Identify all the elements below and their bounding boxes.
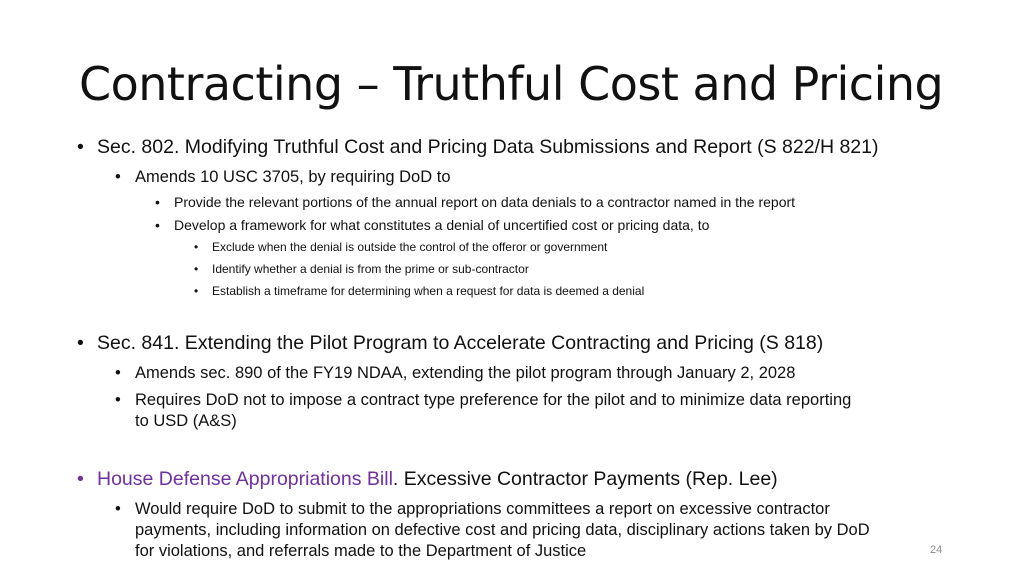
bullet-sec802-exclude [194, 240, 608, 255]
house-bill-name: House Defense Appropriations Bill [97, 468, 393, 490]
house-would-line3: for violations, and referrals made to the Department of Justice [135, 542, 587, 560]
bullet-sec802 [77, 136, 879, 159]
bullet-dot: • [155, 217, 160, 233]
bullet-sec802-amends [115, 167, 451, 188]
sec802-exclude-text: Exclude when the denial is outside the control of the offeror or government [212, 240, 608, 254]
house-would-line2: payments, including information on defective cost and pricing data, disciplinary actions taken by DoD [135, 521, 870, 539]
slide-title: Contracting – Truthful Cost and Pricing [79, 57, 944, 111]
bullet-sec841 [77, 332, 824, 355]
sec841-requires-line2: to USD (A&S) [135, 412, 237, 430]
bullet-house-bill [77, 468, 778, 491]
bullet-dot: • [194, 284, 199, 298]
page-number: 24 [930, 544, 943, 556]
sec802-identify-text: Identify whether a denial is from the prime or sub-contractor [212, 262, 529, 276]
sec841-heading: Sec. 841. Extending the Pilot Program to Accelerate Contracting and Pricing (S 818) [97, 332, 824, 354]
bullet-dot: • [115, 364, 121, 382]
bullet-dot: • [77, 136, 84, 158]
house-would-line1: Would require DoD to submit to the appropriations committees a report on excessive contractor [135, 500, 830, 518]
bullet-dot: • [194, 262, 199, 276]
bullet-house-would [115, 499, 870, 562]
sec802-establish-text: Establish a timeframe for determining when a request for data is deemed a denial [212, 284, 645, 298]
bullet-dot: • [115, 168, 121, 186]
sec802-provide-text: Provide the relevant portions of the annual report on data denials to a contractor named in the report [174, 194, 796, 210]
sec802-develop-text: Develop a framework for what constitutes a denial of uncertified cost or pricing data, to [174, 217, 710, 233]
bullet-dot: • [194, 240, 199, 254]
bullet-dot: • [77, 332, 84, 354]
bullet-sec802-identify [194, 262, 529, 277]
bullet-sec841-amends [115, 363, 796, 384]
sec841-amends-text: Amends sec. 890 of the FY19 NDAA, extending the pilot program through January 2, 2028 [135, 364, 796, 382]
bullet-dot: • [77, 468, 84, 490]
sec802-heading: Sec. 802. Modifying Truthful Cost and Pricing Data Submissions and Report (S 822/H 821) [97, 136, 879, 158]
sec802-amends-text: Amends 10 USC 3705, by requiring DoD to [135, 168, 451, 186]
bullet-dot: • [115, 500, 121, 518]
sec841-requires-line1: Requires DoD not to impose a contract type preference for the pilot and to minimize data reporting [135, 391, 852, 409]
bullet-dot: • [115, 391, 121, 409]
bullet-sec802-establish [194, 284, 645, 299]
bullet-dot: • [155, 194, 160, 210]
bullet-sec802-provide [155, 193, 796, 211]
bullet-sec841-requires [115, 390, 852, 432]
bullet-sec802-develop [155, 216, 710, 234]
house-heading-rest: . Excessive Contractor Payments (Rep. Lee) [392, 468, 778, 490]
